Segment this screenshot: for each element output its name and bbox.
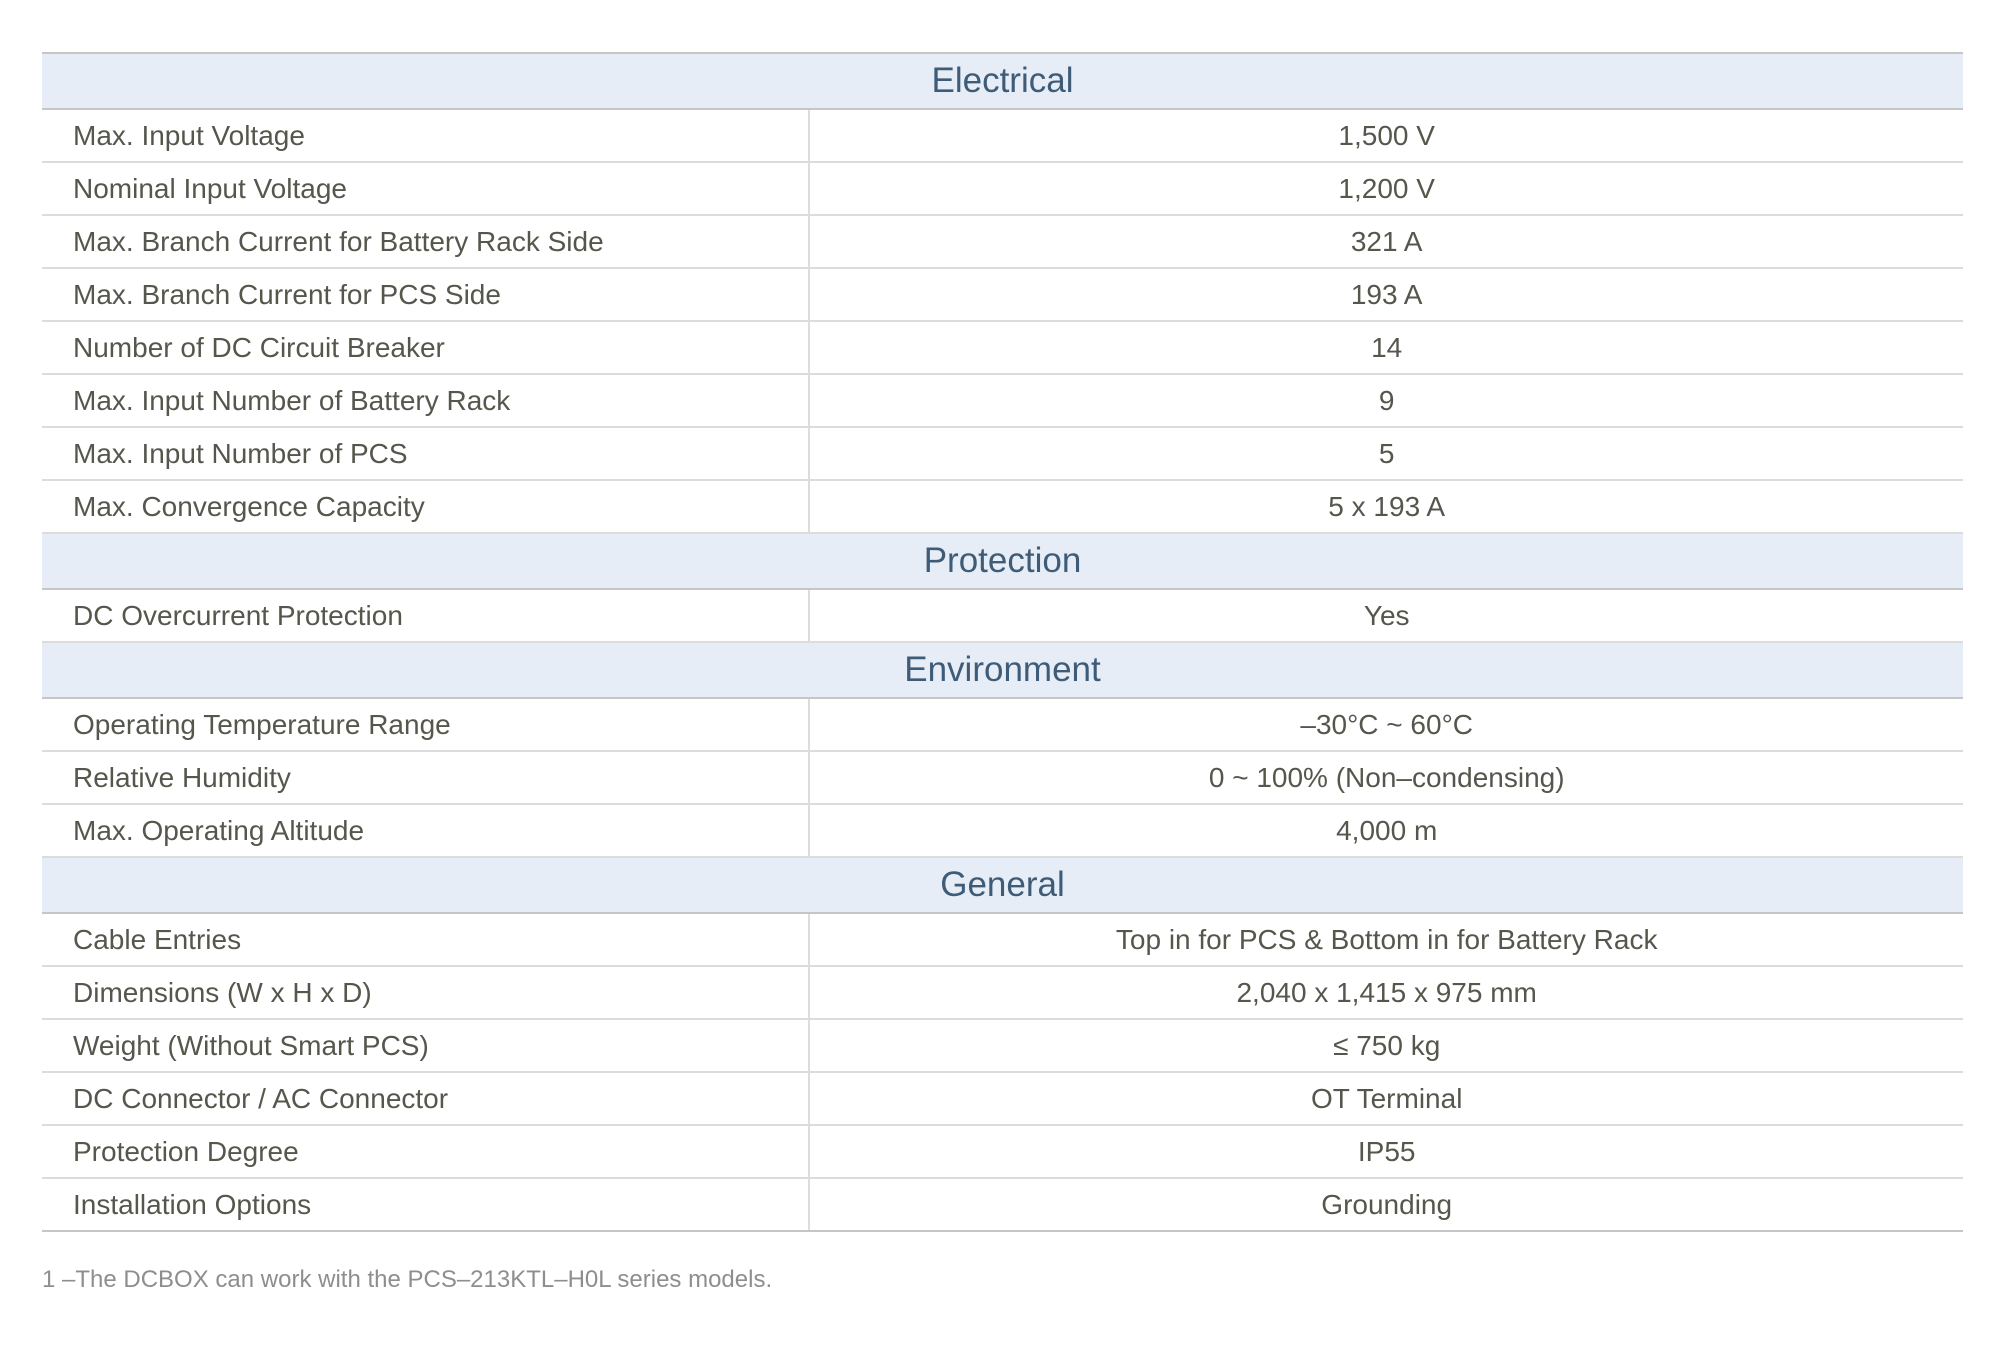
- table-row: [42, 590, 1963, 643]
- spec-value: 321 A: [1350, 225, 1423, 257]
- section-title: Electrical: [931, 61, 1074, 100]
- spec-label: Max. Branch Current for PCS Side: [42, 269, 810, 320]
- spec-value: 14: [1371, 331, 1403, 363]
- spec-value: 2,040 x 1,415 x 975 mm: [1236, 976, 1537, 1008]
- spec-value: 9: [1378, 384, 1395, 416]
- section-header-environment: [42, 643, 1963, 699]
- spec-value: 1,200 V: [1338, 172, 1435, 204]
- spec-label: Installation Options: [42, 1179, 810, 1230]
- table-row: [42, 163, 1963, 216]
- table-row: [42, 322, 1963, 375]
- spec-label: Nominal Input Voltage: [42, 163, 810, 214]
- spec-label: Max. Input Number of Battery Rack: [42, 375, 810, 426]
- section-title: Protection: [923, 541, 1082, 580]
- section-header-general: [42, 858, 1963, 914]
- spec-label: Cable Entries: [42, 914, 810, 965]
- spec-label: Dimensions (W x H x D): [42, 967, 810, 1018]
- spec-label: Max. Convergence Capacity: [42, 481, 810, 532]
- table-row: [42, 110, 1963, 163]
- spec-value: Yes: [1363, 599, 1410, 631]
- table-row: [42, 1020, 1963, 1073]
- section-title: Environment: [904, 650, 1101, 689]
- spec-label: Relative Humidity: [42, 752, 810, 803]
- spec-label: Max. Input Number of PCS: [42, 428, 810, 479]
- spec-label: DC Connector / AC Connector: [42, 1073, 810, 1124]
- table-row: [42, 428, 1963, 481]
- spec-label: DC Overcurrent Protection: [42, 590, 810, 641]
- table-row: [42, 269, 1963, 322]
- table-row: [42, 375, 1963, 428]
- spec-value: 1,500 V: [1338, 119, 1435, 151]
- spec-value: –30°C ~ 60°C: [1300, 708, 1473, 740]
- spec-value: 5: [1378, 437, 1395, 469]
- section-title: General: [940, 865, 1065, 904]
- table-row: [42, 805, 1963, 858]
- spec-value: 193 A: [1350, 278, 1423, 310]
- spec-label: Weight (Without Smart PCS): [42, 1020, 810, 1071]
- section-header-electrical: [42, 54, 1963, 110]
- table-row: [42, 699, 1963, 752]
- spec-value: Grounding: [1321, 1188, 1453, 1220]
- table-row: [42, 481, 1963, 534]
- spec-table: [42, 52, 1963, 1232]
- table-row: [42, 1179, 1963, 1232]
- spec-label: Max. Input Voltage: [42, 110, 810, 161]
- spec-label: Max. Operating Altitude: [42, 805, 810, 856]
- spec-label: Operating Temperature Range: [42, 699, 810, 750]
- spec-value: 4,000 m: [1336, 814, 1438, 846]
- spec-value: ≤ 750 kg: [1333, 1029, 1441, 1061]
- spec-value: Top in for PCS & Bottom in for Battery Rack: [1115, 923, 1658, 955]
- spec-label: Protection Degree: [42, 1126, 810, 1177]
- table-row: [42, 1073, 1963, 1126]
- spec-value: 0 ~ 100% (Non–condensing): [1208, 761, 1565, 793]
- spec-value: IP55: [1357, 1135, 1416, 1167]
- section-header-protection: [42, 534, 1963, 590]
- table-row: [42, 752, 1963, 805]
- table-row: [42, 967, 1963, 1020]
- spec-value: OT Terminal: [1310, 1082, 1463, 1114]
- spec-label: Max. Branch Current for Battery Rack Side: [42, 216, 810, 267]
- table-row: [42, 914, 1963, 967]
- table-row: [42, 1126, 1963, 1179]
- spec-label: Number of DC Circuit Breaker: [42, 322, 810, 373]
- spec-value: 5 x 193 A: [1328, 490, 1446, 522]
- table-row: [42, 216, 1963, 269]
- footnote: 1 –The DCBOX can work with the PCS–213KTL–H0L series models.: [42, 1266, 773, 1293]
